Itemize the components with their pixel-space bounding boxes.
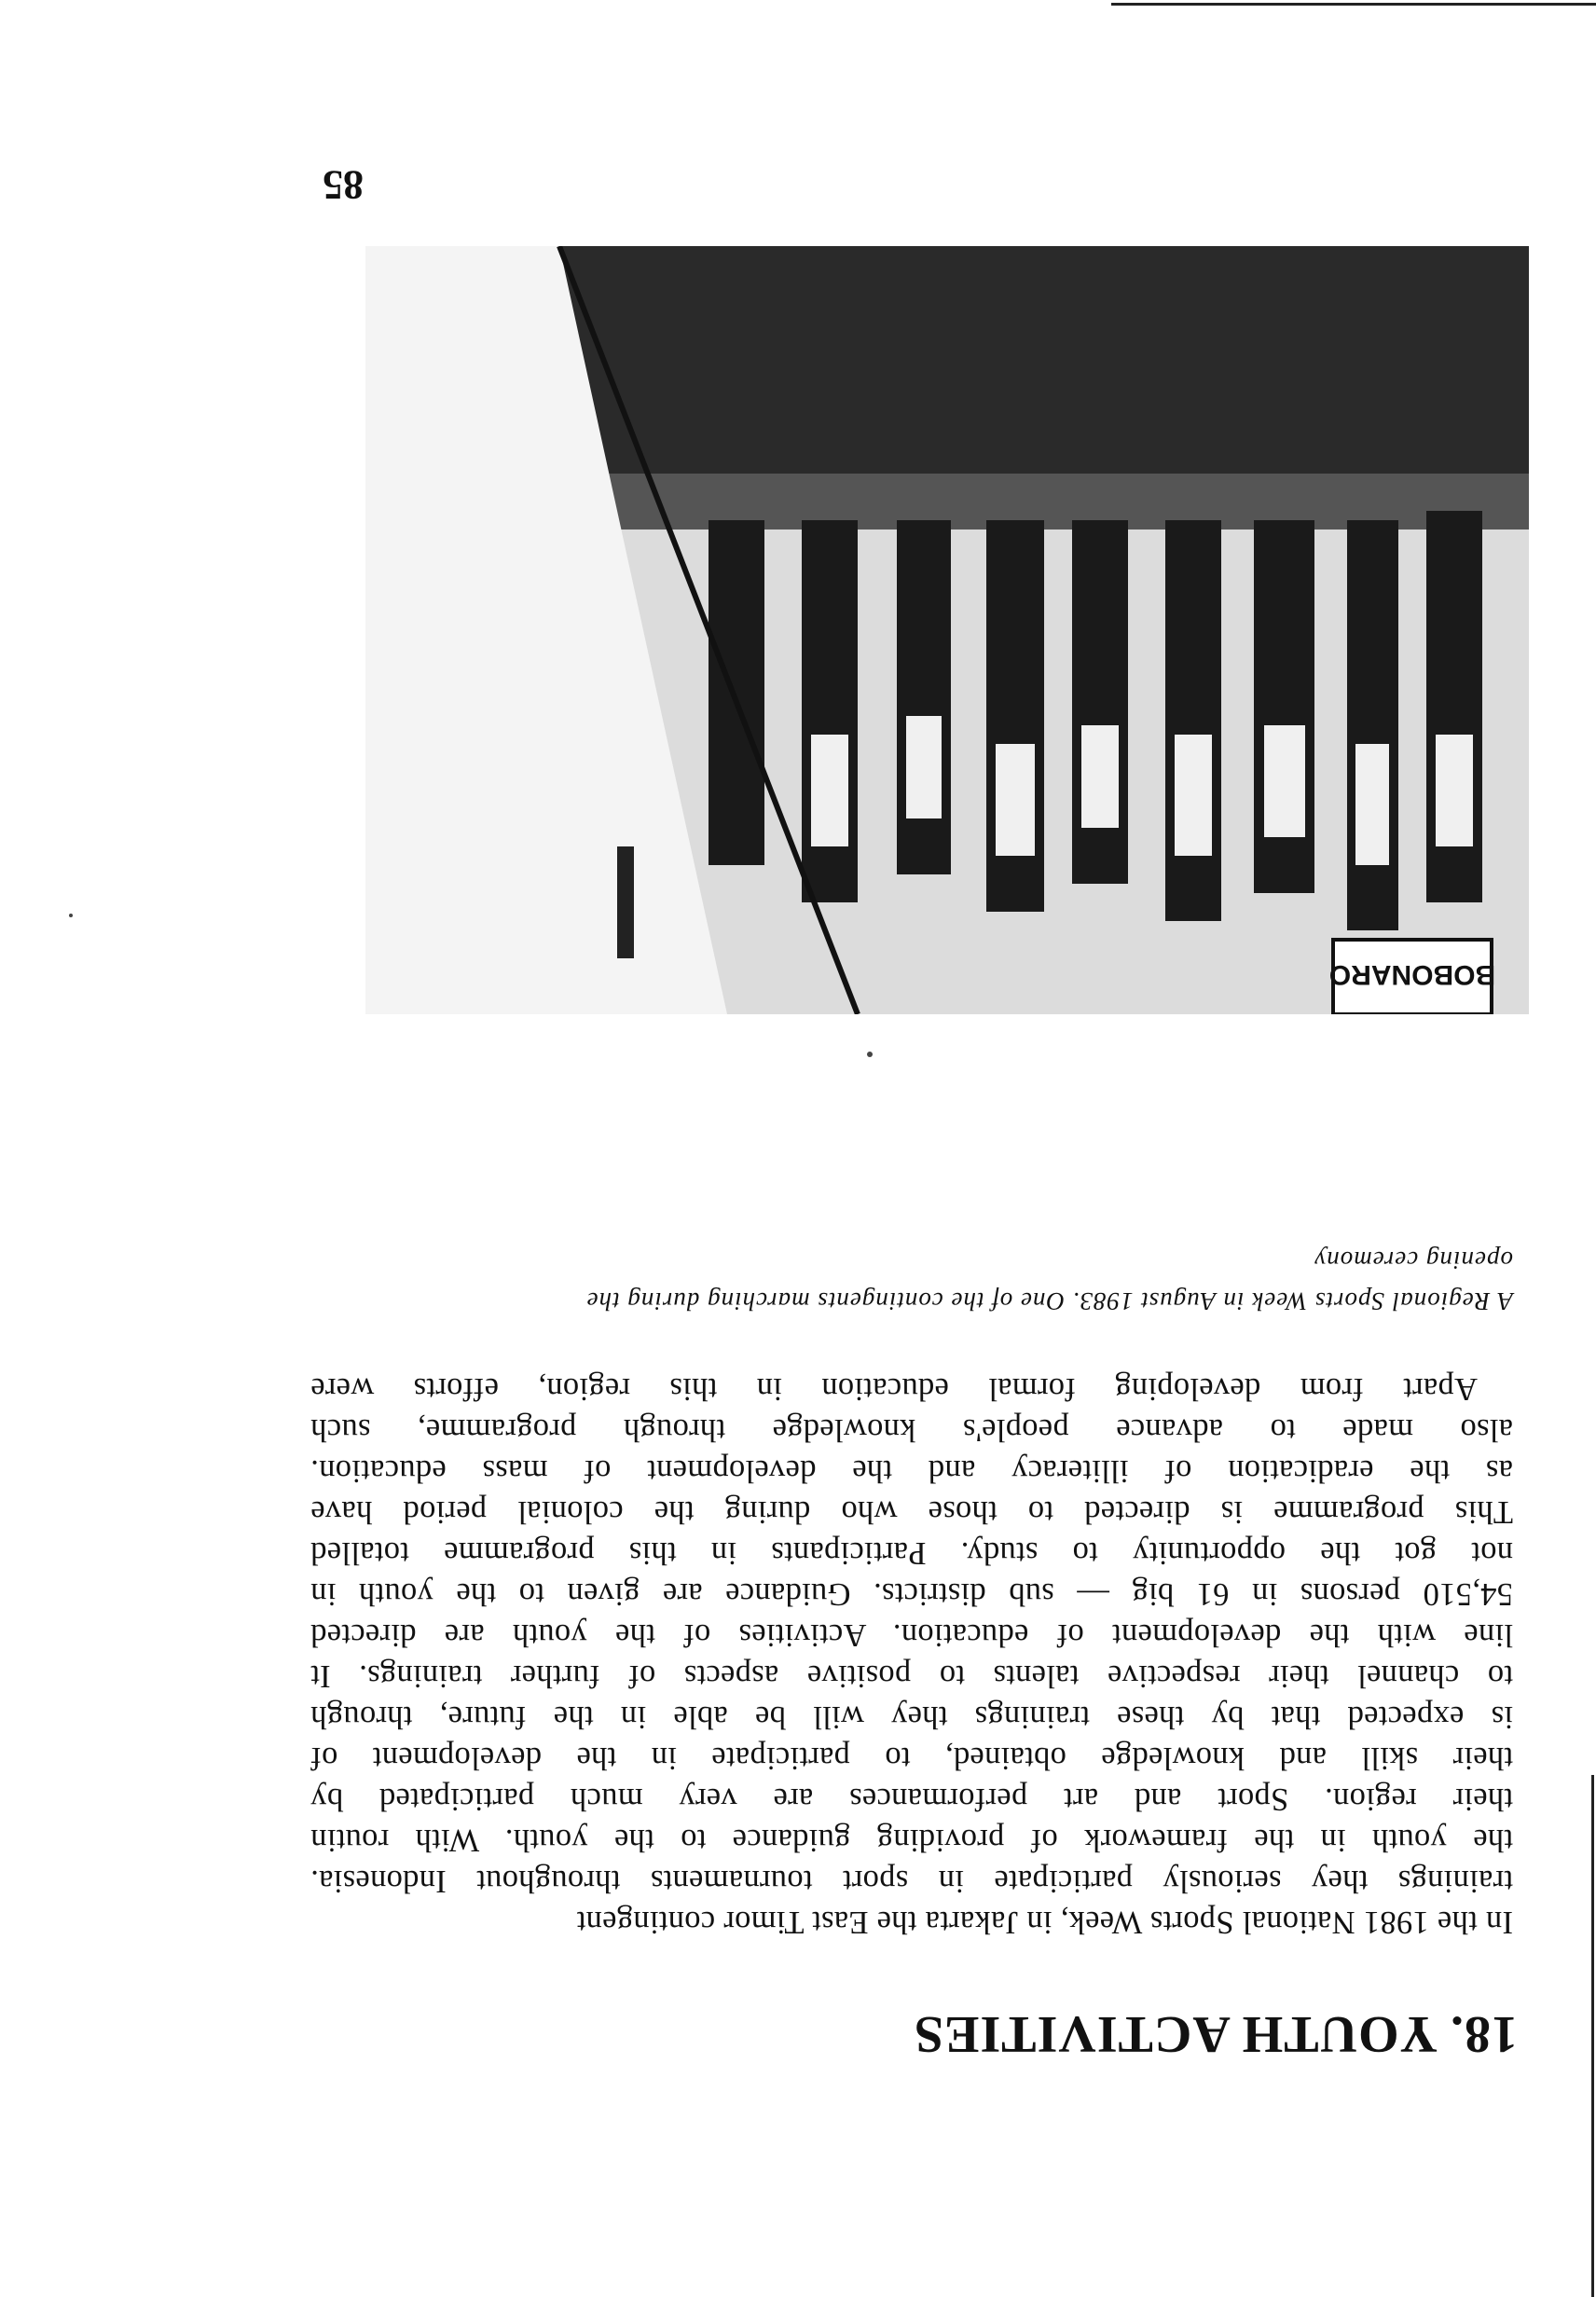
paragraph-line: 54,510 persons in 61 big — sub districts. Guidance are given to the youth in: [310, 1576, 1513, 1612]
page-number: 85: [323, 162, 364, 208]
paragraph-line: In the 1981 National Sports Week, in Jakarta the East Timor contingent: [576, 1905, 1513, 1940]
caption-line: opening ceremony: [1314, 1246, 1513, 1274]
paragraph-line: trainings they seriously participate in sport tournaments throughout Indonesia.: [310, 1864, 1513, 1899]
section-heading: 18. YOUTH ACTIVITIES: [913, 2005, 1518, 2063]
paragraph-line: the youth in the framework of providing guidance to the youth. With routin: [310, 1822, 1513, 1858]
bobonaro-banner: [1329, 940, 1495, 1014]
dust-speck: [867, 1052, 873, 1057]
dust-speck: [69, 914, 73, 917]
paragraph-line: not got the opportunity to study. Participants in this programme totalled: [310, 1535, 1513, 1571]
scan-edge-line: [1591, 1775, 1594, 2297]
paragraph-line: their region. Sport and art performances are very much participated by: [310, 1781, 1513, 1817]
photo-caption: [310, 1240, 1513, 1322]
paragraph-line: to channel their respective talents to positive aspects of further trainings. It: [310, 1658, 1513, 1694]
paragraph-line: line with the development of education. Activities of the youth are directed: [310, 1617, 1513, 1653]
paragraph-line: is expected that by these trainings they will be able in the future, through: [310, 1699, 1513, 1735]
banner-text: BOBONARO: [1328, 959, 1496, 990]
paragraph-line: This programme is directed to those who during the colonial period have: [310, 1494, 1513, 1530]
body-paragraph: [310, 1369, 1513, 1943]
caption-line: A Regional Sports Week in August 1983. One of the contingents marching during the: [585, 1287, 1513, 1315]
paragraph-line: also made to advance people's knowledge through programme, such: [310, 1412, 1513, 1448]
paragraph-line: their skill and knowledge obtained, to participate in the development of: [310, 1740, 1513, 1776]
paragraph-line: Apart from developing formal education in this region, efforts were: [310, 1371, 1478, 1407]
paragraph-line: as the eradication of illiteracy and the development of mass education.: [310, 1453, 1513, 1489]
sports-week-photo: [365, 246, 1529, 1014]
scan-edge-line: [1111, 3, 1596, 6]
